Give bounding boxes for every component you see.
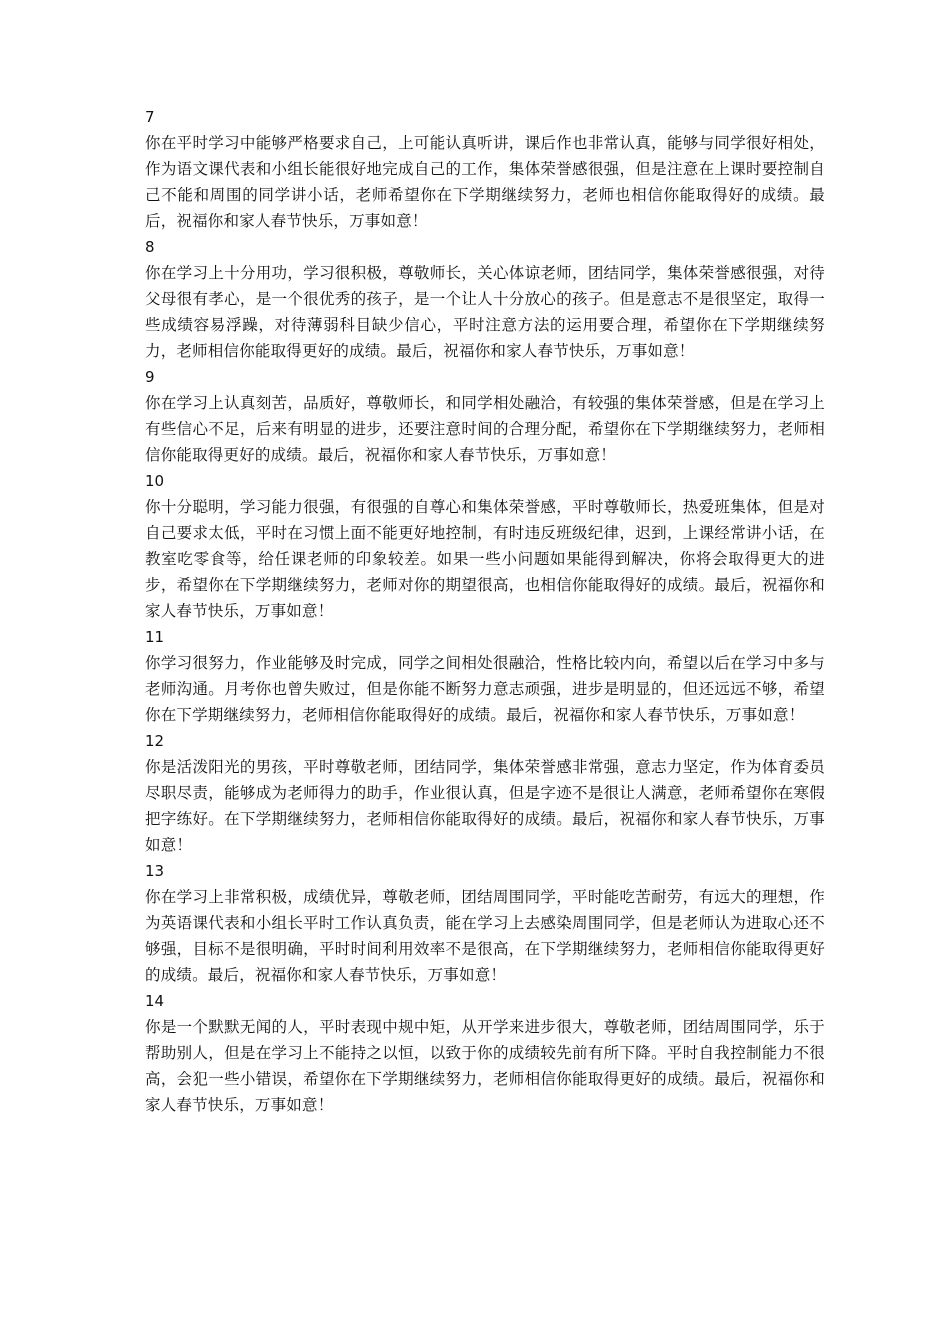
comment-entry-8 (145, 234, 825, 364)
comment-entry-9 (145, 364, 825, 468)
comment-entry-11 (145, 624, 825, 728)
entry-number: 13 (145, 862, 165, 880)
comment-entry-7 (145, 104, 825, 234)
entry-text: 你十分聪明，学习能力很强，有很强的自尊心和集体荣誉感，平时尊敬师长，热爱班集体，但是对自己要求太低，平时在习惯上面不能更好地控制，有时违反班级纪律，迟到，上课经常讲小话，在教室吃零食等，给任课老师的印象较差。如果一些小问题如果能得到解决，你将会取得更大的进步，希望你在下学期继续努力，老师对你的期望很高，也相信你能取得好的成绩。最后，祝福你和家人春节快乐，万事如意！ (145, 498, 825, 620)
entry-text: 你是活泼阳光的男孩，平时尊敬老师，团结同学，集体荣誉感非常强，意志力坚定，作为体育委员尽职尽责，能够成为老师得力的助手，作业很认真，但是字迹不是很让人满意，老师希望你在寒假把字练好。在下学期继续努力，老师相信你能取得好的成绩。最后，祝福你和家人春节快乐，万事如意！ (145, 758, 825, 854)
entry-number: 11 (145, 628, 165, 646)
entry-number: 8 (145, 238, 155, 256)
comment-entry-14 (145, 988, 825, 1118)
entry-text: 你在学习上认真刻苦，品质好，尊敬师长，和同学相处融洽，有较强的集体荣誉感，但是在学习上有些信心不足，后来有明显的进步，还要注意时间的合理分配，希望你在下学期继续努力，老师相信你能取得更好的成绩。最后，祝福你和家人春节快乐，万事如意！ (145, 394, 825, 464)
entry-text: 你是一个默默无闻的人，平时表现中规中矩，从开学来进步很大，尊敬老师，团结周围同学，乐于帮助别人，但是在学习上不能持之以恒，以致于你的成绩较先前有所下降。平时自我控制能力不很高，会犯一些小错误，希望你在下学期继续努力，老师相信你能取得更好的成绩。最后，祝福你和家人春节快乐，万事如意！ (145, 1018, 825, 1114)
entry-number: 9 (145, 368, 155, 386)
entry-number: 12 (145, 732, 165, 750)
comment-entry-12 (145, 728, 825, 858)
document-page (145, 104, 825, 1118)
entry-text: 你学习很努力，作业能够及时完成，同学之间相处很融洽，性格比较内向，希望以后在学习中多与老师沟通。月考你也曾失败过，但是你能不断努力意志顽强，进步是明显的，但还远远不够，希望你在下学期继续努力，老师相信你能取得好的成绩。最后，祝福你和家人春节快乐，万事如意！ (145, 654, 825, 724)
entry-text: 你在学习上十分用功，学习很积极，尊敬师长，关心体谅老师，团结同学，集体荣誉感很强，对待父母很有孝心，是一个很优秀的孩子，是一个让人十分放心的孩子。但是意志不是很坚定，取得一些成绩容易浮躁，对待薄弱科目缺少信心，平时注意方法的运用要合理，希望你在下学期继续努力，老师相信你能取得更好的成绩。最后，祝福你和家人春节快乐，万事如意！ (145, 264, 825, 360)
comment-entry-10 (145, 468, 825, 624)
entry-number: 14 (145, 992, 165, 1010)
comment-entry-13 (145, 858, 825, 988)
entry-text: 你在平时学习中能够严格要求自己，上可能认真听讲，课后作也非常认真，能够与同学很好相处，作为语文课代表和小组长能很好地完成自己的工作，集体荣誉感很强，但是注意在上课时要控制自己不能和周围的同学讲小话，老师希望你在下学期继续努力，老师也相信你能取得好的成绩。最后，祝福你和家人春节快乐，万事如意！ (145, 134, 825, 230)
entry-number: 10 (145, 472, 165, 490)
entry-number: 7 (145, 108, 155, 126)
entry-text: 你在学习上非常积极，成绩优异，尊敬老师，团结周围同学，平时能吃苦耐劳，有远大的理想，作为英语课代表和小组长平时工作认真负责，能在学习上去感染周围同学，但是老师认为进取心还不够强，目标不是很明确，平时时间利用效率不是很高，在下学期继续努力，老师相信你能取得更好的成绩。最后，祝福你和家人春节快乐，万事如意！ (145, 888, 825, 984)
